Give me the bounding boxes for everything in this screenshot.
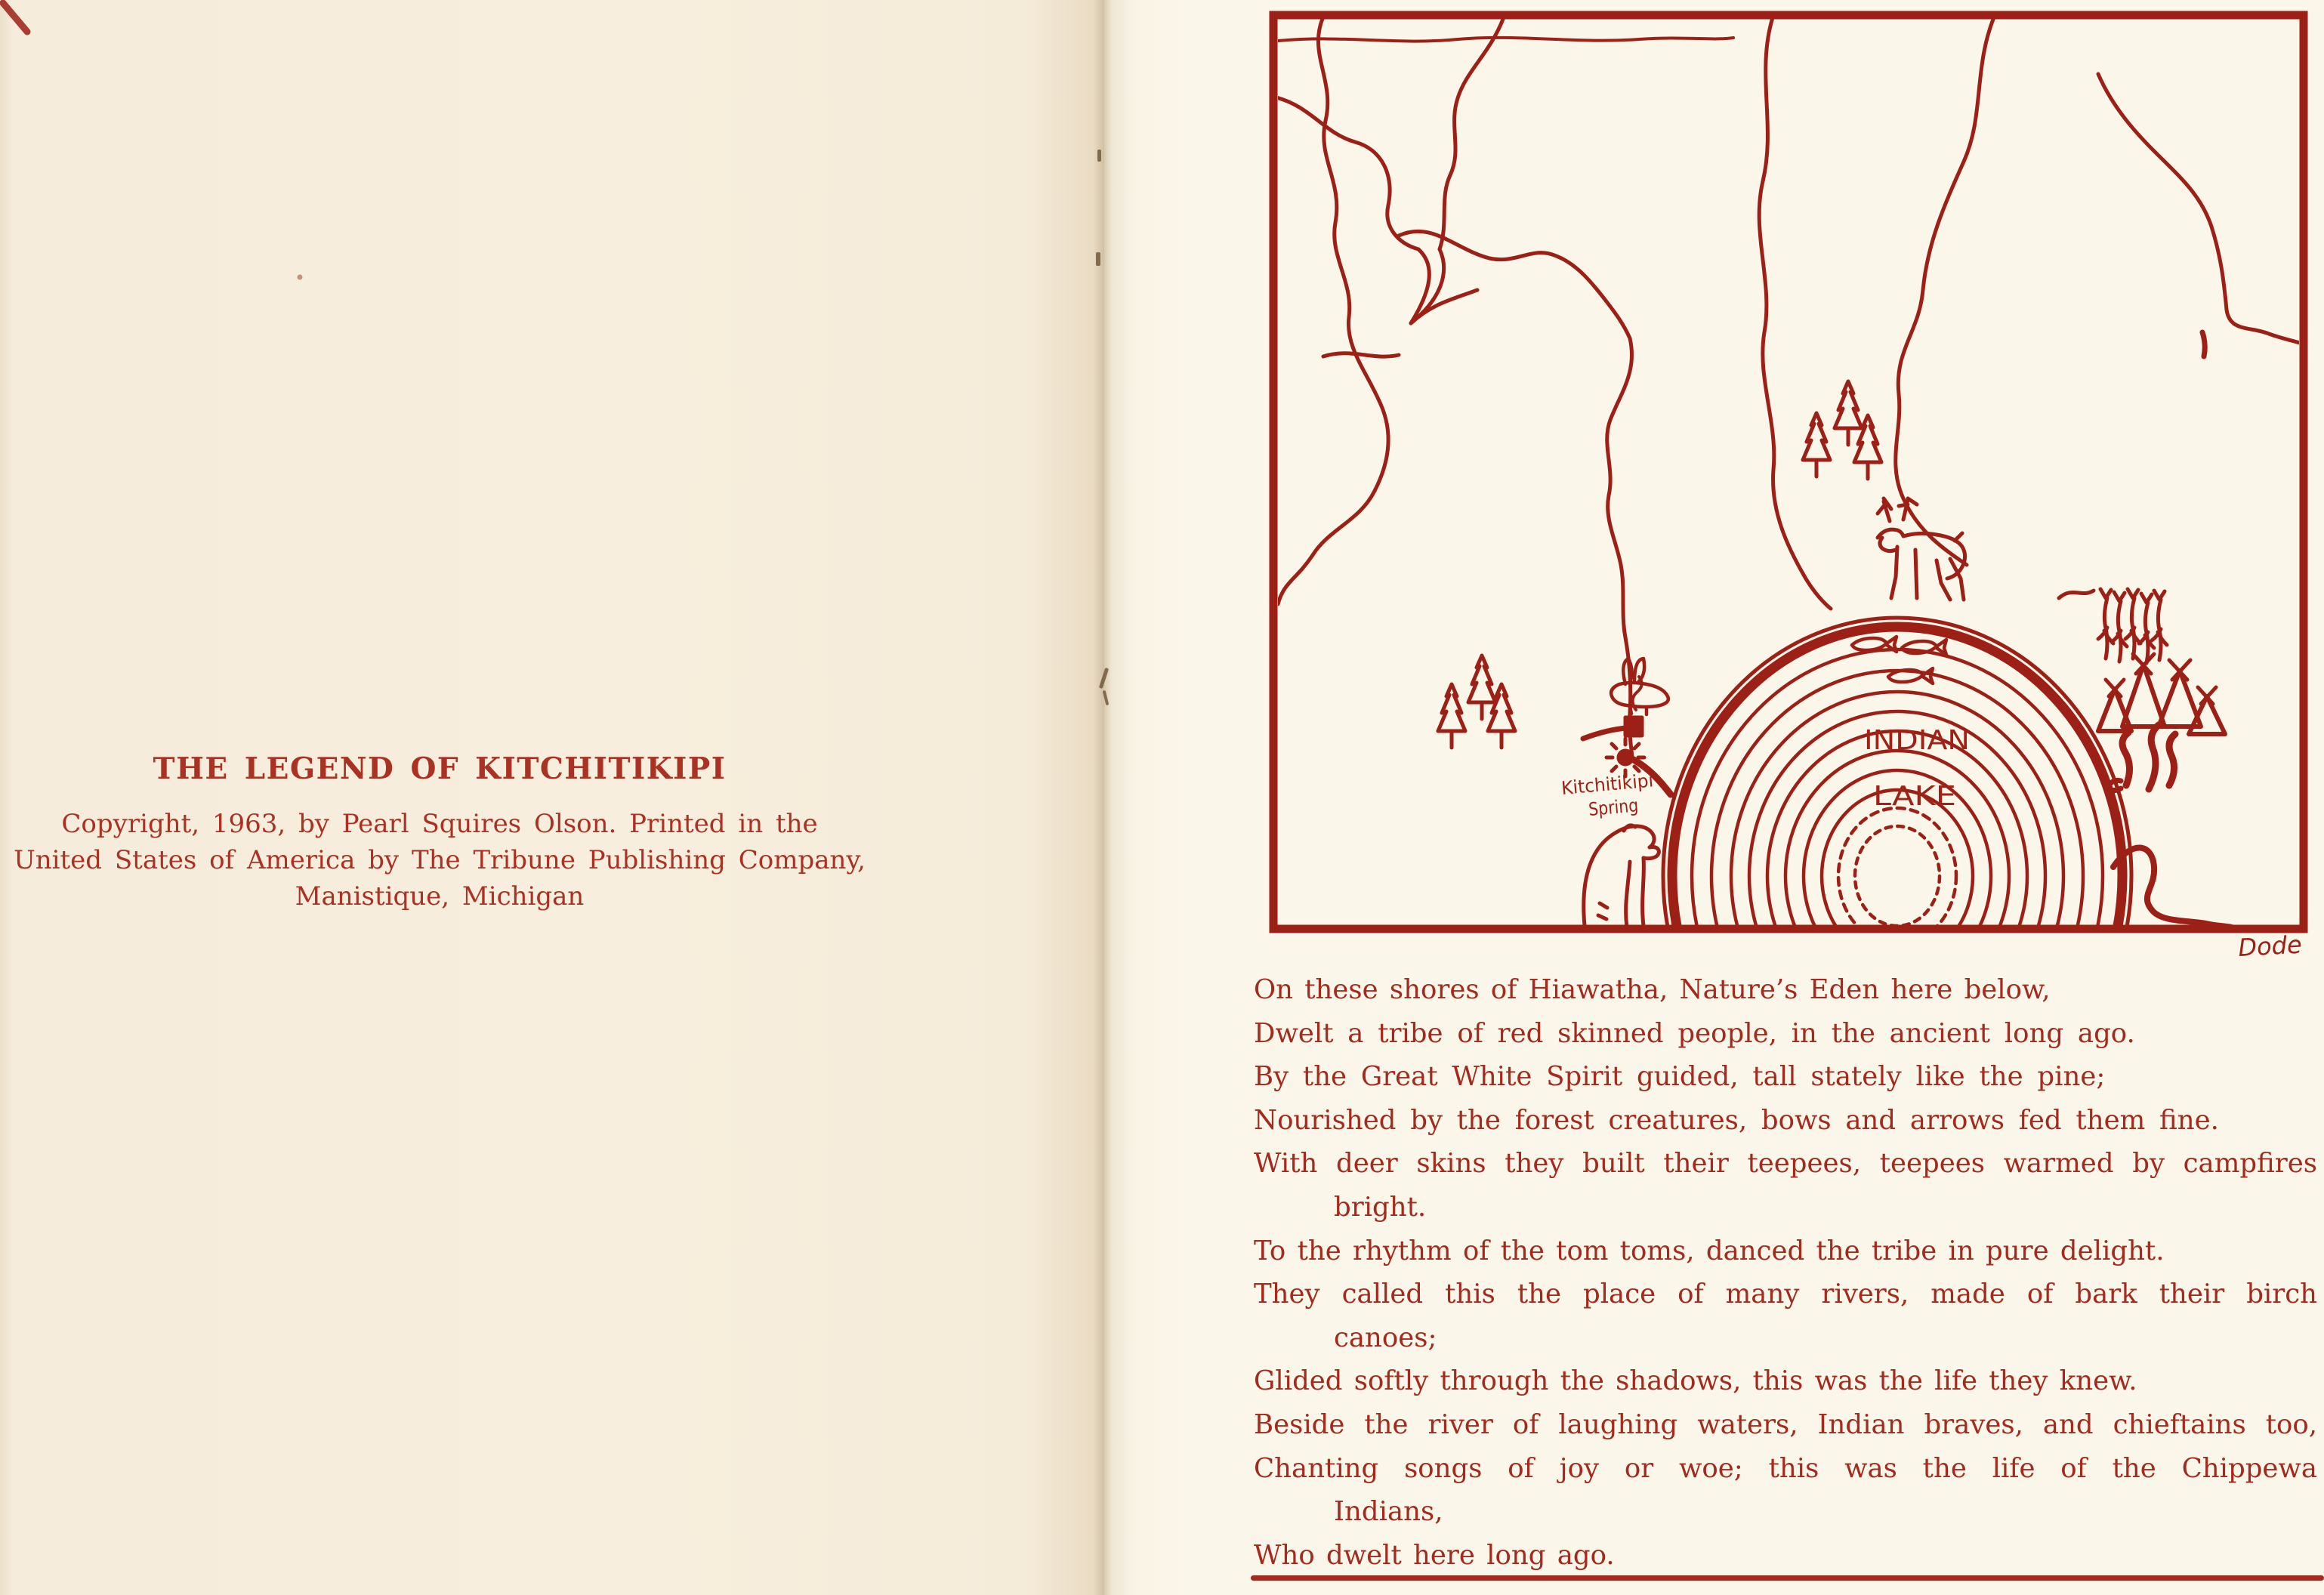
plate-mark bbox=[3, 3, 27, 32]
artist-signature: Dode bbox=[2237, 930, 2303, 962]
campfire-icon bbox=[2107, 725, 2175, 791]
lake-label-line1: INDIAN bbox=[1864, 725, 1970, 756]
poem-line-continuation: canoes; bbox=[1334, 1322, 1437, 1353]
pine-tree-icon bbox=[1438, 656, 1515, 748]
copyright-line: Manistique, Michigan bbox=[295, 881, 585, 912]
ink-speck bbox=[298, 275, 303, 280]
poem-line: They called this the place of many rivers, made of bark their birch bbox=[1254, 1279, 2317, 1310]
teepee-icon bbox=[2098, 654, 2225, 734]
poem-line: Who dwelt here long ago. bbox=[1254, 1539, 1615, 1571]
poem-line-continuation: bright. bbox=[1334, 1191, 1427, 1223]
peace-pipe-icon bbox=[1583, 677, 1642, 739]
bottom-rule bbox=[1251, 1575, 2324, 1581]
poem-line: Beside the river of laughing waters, Indian braves, and chieftains too, bbox=[1254, 1408, 2317, 1440]
fish-icon bbox=[1852, 637, 1946, 683]
poem-line: Nourished by the forest creatures, bows and arrows fed them fine. bbox=[1254, 1104, 2219, 1136]
poem-line: Glided softly through the shadows, this was the life they knew. bbox=[1254, 1365, 2137, 1397]
poem-line: With deer skins they built their teepees, teepees warmed by campfires bbox=[1254, 1148, 2317, 1180]
corn-stalks-icon bbox=[2098, 589, 2167, 663]
poem-block bbox=[1254, 968, 2317, 1577]
bear-icon bbox=[1584, 825, 1659, 927]
deer-icon bbox=[1878, 498, 1965, 600]
book-title: THE LEGEND OF KITCHITIKIPI bbox=[153, 751, 727, 786]
pine-tree-icon bbox=[1803, 381, 1881, 479]
poem-line: To the rhythm of the tom toms, danced the tribe in pure delight. bbox=[1254, 1235, 2165, 1266]
spring-label-line2: Spring bbox=[1588, 794, 1648, 820]
copyright-line: Copyright, 1963, by Pearl Squires Olson. Printed in the bbox=[61, 809, 818, 839]
lake-label-line2: LAKE bbox=[1873, 781, 1956, 812]
poem-line: On these shores of Hiawatha, Nature’s Eden here below, bbox=[1254, 974, 2051, 1005]
copyright-line: United States of America by The Tribune Publishing Company, bbox=[14, 845, 866, 875]
poem-line: Dwelt a tribe of red skinned people, in the ancient long ago. bbox=[1254, 1017, 2135, 1049]
poem-line: By the Great White Spirit guided, tall stately like the pine; bbox=[1254, 1061, 2106, 1093]
poem-line-continuation: Indians, bbox=[1334, 1496, 1443, 1528]
poem-line: Chanting songs of joy or woe; this was the life of the Chippewa bbox=[1254, 1452, 2317, 1484]
spring-label-line1: Kitchitikipi bbox=[1560, 770, 1657, 799]
